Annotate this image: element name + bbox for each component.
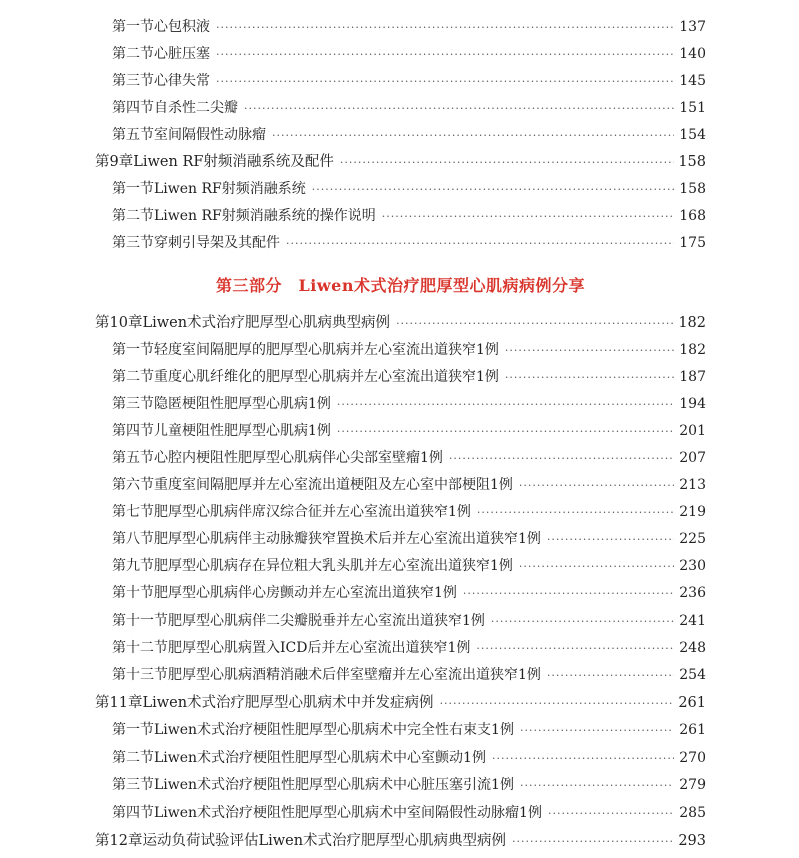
- chapter-title: Liwen RF射频消融系统及配件: [133, 154, 334, 170]
- dot-leader: [519, 553, 674, 580]
- section-title: 肥厚型心肌病伴主动脉瓣狭窄置换术后并左心室流出道狭窄1例: [154, 531, 541, 547]
- section-number: 第十一节: [112, 613, 168, 629]
- toc-chapter-entry[interactable]: [0, 828, 799, 855]
- dot-leader: [520, 717, 674, 744]
- section-number: 第六节: [112, 477, 154, 493]
- page-number: 187: [679, 369, 706, 385]
- section-number: 第五节: [112, 450, 154, 466]
- page-number: 151: [679, 100, 706, 116]
- section-title: 室间隔假性动脉瘤: [154, 127, 266, 143]
- page-number: 158: [679, 181, 706, 197]
- toc-section-entry[interactable]: [0, 122, 799, 149]
- dot-leader: [286, 230, 674, 257]
- section-number: 第九节: [112, 558, 154, 574]
- dot-leader: [449, 445, 674, 472]
- dot-leader: [548, 800, 674, 827]
- dot-leader: [382, 203, 674, 230]
- page-number: 261: [678, 695, 706, 711]
- toc-section-entry[interactable]: [0, 635, 799, 662]
- section-number: 第四节: [112, 805, 154, 821]
- section-title: 肥厚型心肌病伴二尖瓣脱垂并左心室流出道狭窄1例: [168, 613, 485, 629]
- dot-leader: [396, 310, 674, 337]
- section-title: 心律失常: [154, 73, 210, 89]
- part-heading[interactable]: [0, 272, 799, 299]
- dot-leader: [244, 95, 674, 122]
- toc-section-entry[interactable]: [0, 499, 799, 526]
- dot-leader: [505, 337, 674, 364]
- dot-leader: [519, 472, 674, 499]
- toc-chapter-entry[interactable]: [0, 310, 799, 337]
- section-number: 第七节: [112, 504, 154, 520]
- dot-leader: [340, 149, 674, 176]
- section-title: 肥厚型心肌病存在异位粗大乳头肌并左心室流出道狭窄1例: [154, 558, 513, 574]
- page-number: 182: [679, 342, 706, 358]
- section-number: 第二节: [112, 46, 154, 62]
- dot-leader: [337, 418, 674, 445]
- page-number: 140: [679, 46, 706, 62]
- section-number: 第四节: [112, 423, 154, 439]
- section-number: 第三节: [112, 777, 154, 793]
- page-number: 154: [679, 127, 706, 143]
- chapter-title: Liwen术式治疗肥厚型心肌病典型病例: [142, 315, 391, 331]
- chapter-number: 第10章: [95, 315, 143, 331]
- toc-section-entry[interactable]: [0, 472, 799, 499]
- section-number: 第二节: [112, 750, 154, 766]
- dot-leader: [547, 526, 674, 553]
- section-title: 重度室间隔肥厚并左心室流出道梗阻及左心室中部梗阻1例: [154, 477, 513, 493]
- dot-leader: [477, 499, 674, 526]
- section-number: 第三节: [112, 396, 154, 412]
- toc-section-entry[interactable]: [0, 41, 799, 68]
- section-title: 轻度室间隔肥厚的肥厚型心肌病并左心室流出道狭窄1例: [154, 342, 499, 358]
- chapter-number: 第9章: [95, 154, 134, 170]
- section-number: 第一节: [112, 722, 154, 738]
- toc-section-entry[interactable]: [0, 364, 799, 391]
- toc-section-entry[interactable]: [0, 203, 799, 230]
- page-number: 279: [679, 777, 706, 793]
- section-title: 肥厚型心肌病置入ICD后并左心室流出道狭窄1例: [168, 640, 471, 656]
- section-title: Liwen RF射频消融系统的操作说明: [154, 208, 376, 224]
- section-title: Liwen术式治疗梗阻性肥厚型心肌病术中心脏压塞引流1例: [154, 777, 514, 793]
- page-number: 248: [679, 640, 706, 656]
- page-number: 236: [679, 585, 706, 601]
- toc-section-entry[interactable]: [0, 772, 799, 799]
- section-title: 肥厚型心肌病酒精消融术后伴室壁瘤并左心室流出道狭窄1例: [168, 667, 541, 683]
- section-number: 第一节: [112, 181, 154, 197]
- toc-section-entry[interactable]: [0, 608, 799, 635]
- page-number: 168: [679, 208, 706, 224]
- page-number: 254: [679, 667, 706, 683]
- section-title: 隐匿梗阻性肥厚型心肌病1例: [154, 396, 331, 412]
- page-number: 261: [679, 722, 706, 738]
- section-title: 肥厚型心肌病伴席汉综合征并左心室流出道狭窄1例: [154, 504, 471, 520]
- page-number: 137: [679, 19, 706, 35]
- toc-section-entry[interactable]: [0, 717, 799, 744]
- page-number: 194: [679, 396, 706, 412]
- dot-leader: [547, 662, 674, 689]
- dot-leader: [520, 772, 674, 799]
- section-number: 第十节: [112, 585, 154, 601]
- page-number: 145: [679, 73, 706, 89]
- page-number: 201: [679, 423, 706, 439]
- dot-leader: [505, 364, 674, 391]
- section-number: 第十三节: [112, 667, 168, 683]
- part-heading-text: 第三部分 Liwen术式治疗肥厚型心肌病病例分享: [216, 276, 585, 295]
- toc-section-entry[interactable]: [0, 391, 799, 418]
- toc-section-entry[interactable]: [0, 526, 799, 553]
- section-title: 重度心肌纤维化的肥厚型心肌病并左心室流出道狭窄1例: [154, 369, 499, 385]
- section-number: 第三节: [112, 235, 154, 251]
- section-title: Liwen RF射频消融系统: [154, 181, 306, 197]
- section-number: 第八节: [112, 531, 154, 547]
- toc-section-entry[interactable]: [0, 337, 799, 364]
- section-title: 心腔内梗阻性肥厚型心肌病伴心尖部室壁瘤1例: [154, 450, 443, 466]
- page-number: 270: [679, 750, 706, 766]
- section-title: 自杀性二尖瓣: [154, 100, 238, 116]
- section-title: Liwen术式治疗梗阻性肥厚型心肌病术中完全性右束支1例: [154, 722, 514, 738]
- dot-leader: [216, 14, 674, 41]
- section-title: Liwen术式治疗梗阻性肥厚型心肌病术中心室颤动1例: [154, 750, 486, 766]
- section-title: 儿童梗阻性肥厚型心肌病1例: [154, 423, 331, 439]
- page-number: 230: [679, 558, 706, 574]
- page-number: 158: [678, 154, 706, 170]
- dot-leader: [463, 580, 674, 607]
- dot-leader: [512, 828, 674, 855]
- toc-section-entry[interactable]: [0, 745, 799, 772]
- dot-leader: [272, 122, 674, 149]
- page-number: 293: [678, 833, 706, 849]
- chapter-title: 运动负荷试验评估Liwen术式治疗肥厚型心肌病典型病例: [142, 833, 507, 849]
- dot-leader: [476, 635, 674, 662]
- section-number: 第二节: [112, 208, 154, 224]
- page-number: 219: [679, 504, 706, 520]
- section-number: 第五节: [112, 127, 154, 143]
- toc-section-entry[interactable]: [0, 68, 799, 95]
- dot-leader: [312, 176, 674, 203]
- toc-section-entry[interactable]: [0, 662, 799, 689]
- chapter-number: 第12章: [95, 833, 143, 849]
- toc-chapter-entry[interactable]: [0, 690, 799, 717]
- toc-section-entry[interactable]: [0, 95, 799, 122]
- section-number: 第二节: [112, 369, 154, 385]
- page-number: 225: [679, 531, 706, 547]
- section-number: 第十二节: [112, 640, 168, 656]
- toc-chapter-entry[interactable]: [0, 149, 799, 176]
- section-number: 第一节: [112, 342, 154, 358]
- toc-section-entry[interactable]: [0, 418, 799, 445]
- chapter-number: 第11章: [95, 695, 143, 711]
- page-number: 241: [679, 613, 706, 629]
- toc-section-entry[interactable]: [0, 176, 799, 203]
- section-title: 心脏压塞: [154, 46, 210, 62]
- section-number: 第一节: [112, 19, 154, 35]
- page-number: 285: [679, 805, 706, 821]
- section-title: 心包积液: [154, 19, 210, 35]
- section-number: 第三节: [112, 73, 154, 89]
- page-number: 175: [679, 235, 706, 251]
- toc-section-entry[interactable]: [0, 800, 799, 827]
- page-number: 213: [679, 477, 706, 493]
- chapter-title: Liwen术式治疗肥厚型心肌病术中并发症病例: [142, 695, 434, 711]
- section-title: Liwen术式治疗梗阻性肥厚型心肌病术中室间隔假性动脉瘤1例: [154, 805, 542, 821]
- toc-section-entry[interactable]: [0, 230, 799, 257]
- toc-section-entry[interactable]: [0, 553, 799, 580]
- dot-leader: [216, 68, 674, 95]
- page-number: 182: [678, 315, 706, 331]
- dot-leader: [492, 745, 674, 772]
- page-number: 207: [679, 450, 706, 466]
- dot-leader: [216, 41, 674, 68]
- section-title: 肥厚型心肌病伴心房颤动并左心室流出道狭窄1例: [154, 585, 457, 601]
- section-title: 穿刺引导架及其配件: [154, 235, 280, 251]
- toc-section-entry[interactable]: [0, 580, 799, 607]
- section-number: 第四节: [112, 100, 154, 116]
- dot-leader: [491, 608, 674, 635]
- toc-section-entry[interactable]: [0, 445, 799, 472]
- dot-leader: [440, 690, 674, 717]
- toc-section-entry[interactable]: [0, 14, 799, 41]
- dot-leader: [337, 391, 674, 418]
